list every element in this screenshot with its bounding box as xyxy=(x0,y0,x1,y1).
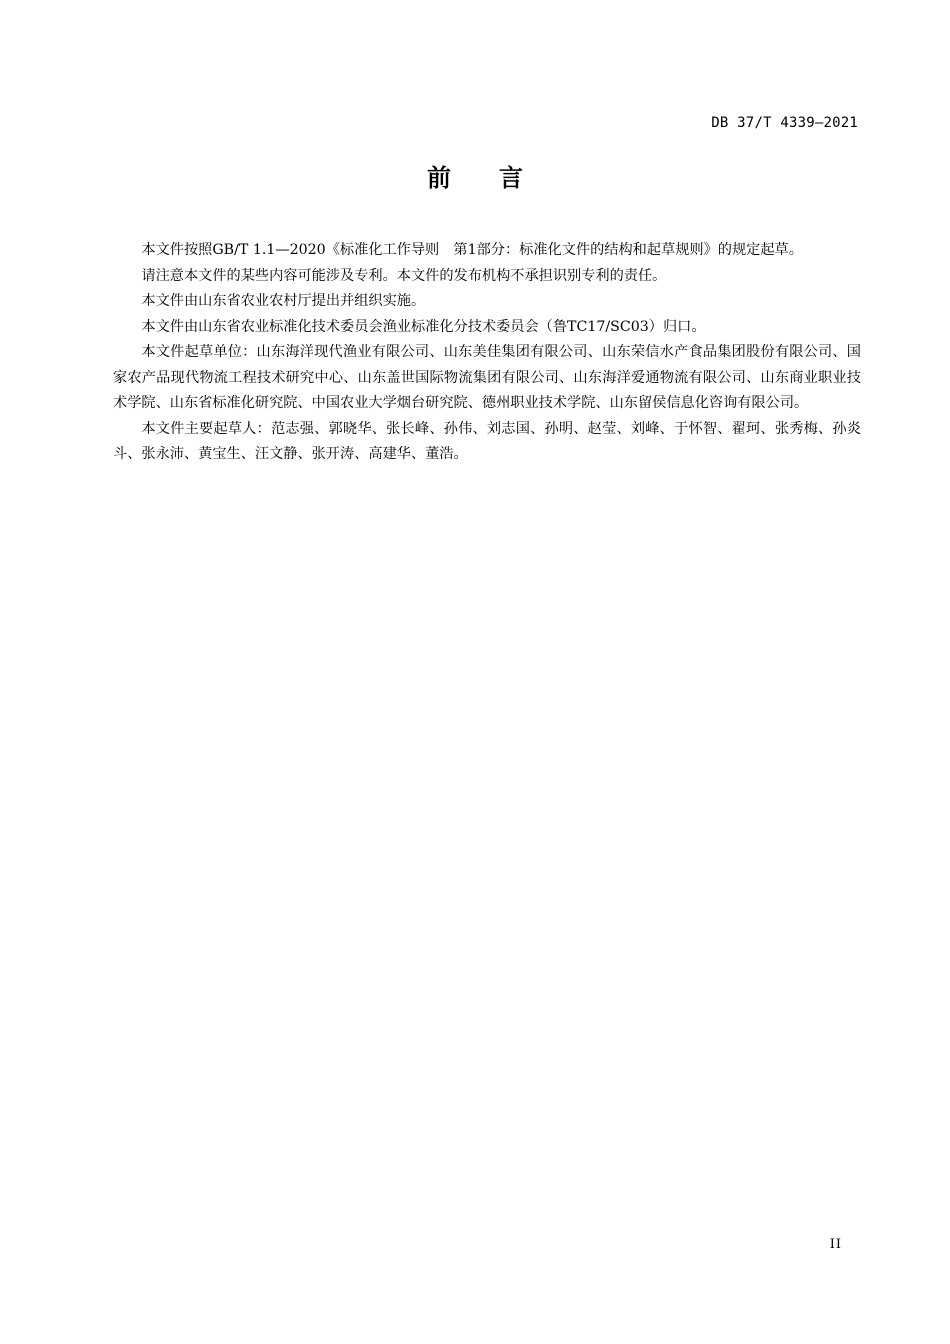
document-code: DB 37/T 4339—2021 xyxy=(711,115,858,131)
paragraph-proposer: 本文件由山东省农业农村厅提出并组织实施。 xyxy=(141,293,426,309)
page-number: II xyxy=(829,1237,842,1252)
paragraph-committee: 本文件由山东省农业标准化技术委员会渔业标准化分技术委员会（鲁TC17/SC03）归口。 xyxy=(141,318,706,335)
paragraph-drafters: 本文件主要起草人：范志强、郭晓华、张长峰、孙伟、刘志国、孙明、赵莹、刘峰、于怀智、翟珂、张秀梅、孙炎斗、张永沛、黄宝生、汪文静、张开涛、高建华、董浩。 xyxy=(113,420,861,462)
paragraph-drafting-units: 本文件起草单位：山东海洋现代渔业有限公司、山东美佳集团有限公司、山东荣信水产食品集团股份有限公司、国家农产品现代物流工程技术研究中心、山东盖世国际物流集团有限公司、山东海洋爱通物流有限公司、山东商业职业技术学院、山东省标准化研究院、中国农业大学烟台研究院、德州职业技术学院、山东留侯信息化咨询有限公司。 xyxy=(113,344,861,411)
title-char-1: 前 xyxy=(427,164,451,192)
title-char-2: 言 xyxy=(499,164,523,192)
paragraph-standard-basis: 本文件按照GB/T 1.1—2020《标准化工作导则 第1部分：标准化文件的结构和起草规则》的规定起草。 xyxy=(141,242,803,258)
page-title xyxy=(0,158,950,193)
foreword-body xyxy=(113,238,861,468)
paragraph-patent-notice: 请注意本文件的某些内容可能涉及专利。本文件的发布机构不承担识别专利的责任。 xyxy=(141,267,667,284)
